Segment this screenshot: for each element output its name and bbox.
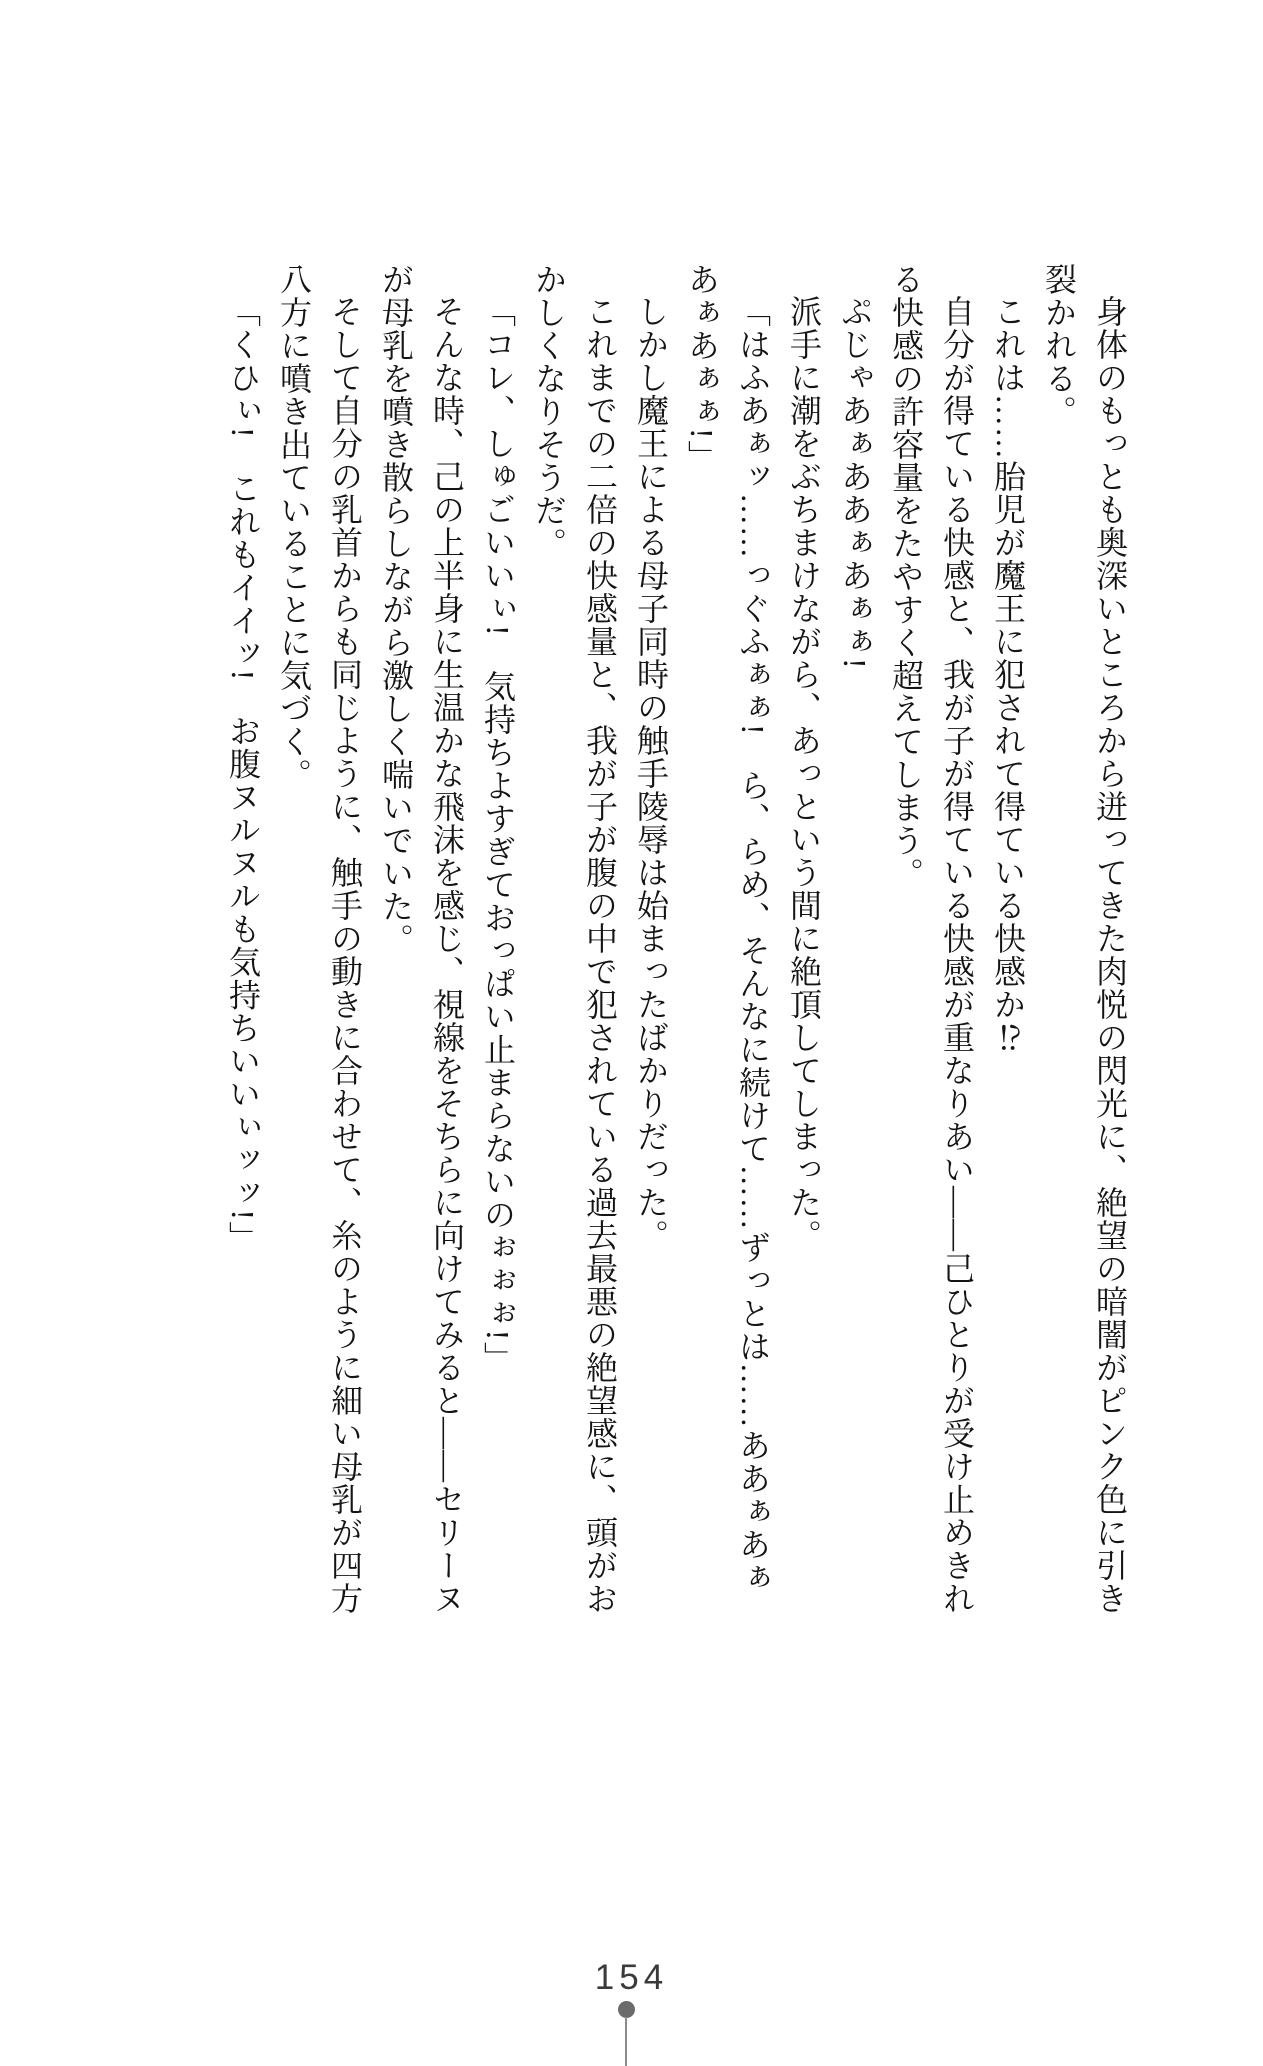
paragraph: 派手に潮をぶちまけながら、あっという間に絶頂してしまった。 bbox=[786, 295, 822, 1252]
body-text bbox=[217, 263, 1135, 1623]
page-number: 154 bbox=[594, 1958, 669, 1997]
paragraph: 自分が得ている快感と、我が子が得ている快感が重なりあい――己ひとりが受け止めきれる快感の許容量をたやすく超えてしまう。 bbox=[888, 263, 975, 1615]
paragraph: ぷじゃあぁああぁあぁぁ! bbox=[837, 295, 873, 670]
paragraph: しかし魔王による母子同時の触手陵辱は始まったばかりだった。 bbox=[633, 295, 669, 1252]
paragraph: 身体のもっとも奥深いところから迸ってきた肉悦の閃光に、絶望の暗闇がピンク色に引き裂かれる。 bbox=[1041, 263, 1128, 1615]
paragraph: そんな時、己の上半身に生温かな飛沫を感じ、視線をそちらに向けてみると――セリーヌが母乳を噴き散らしながら激しく喘いでいた。 bbox=[378, 263, 465, 1615]
paragraph: 「はふあぁッ……っぐふぁぁ! ら、らめ、そんなに続けて……ずっとは……ああぁあぁあぁあぁぁ!」 bbox=[684, 263, 771, 1594]
paragraph: これまでの二倍の快感量と、我が子が腹の中で犯されている過去最悪の絶望感に、頭がおかしくなりそうだ。 bbox=[531, 263, 618, 1615]
footer-ornament-dot bbox=[618, 2001, 635, 2018]
paragraph: そして自分の乳首からも同じように、触手の動きに合わせて、糸のように細い母乳が四方八方に噴き出ていることに気づく。 bbox=[276, 263, 363, 1615]
paragraph: 「くひぃ! これもイイッ! お腹ヌルヌルも気持ちいいぃッッ!」 bbox=[225, 295, 261, 1254]
page-footer bbox=[0, 1960, 1263, 2066]
paragraph: 「コレ、しゅごいいぃ! 気持ちよすぎておっぱい止まらないのぉぉぉ!」 bbox=[480, 295, 516, 1375]
footer-ornament-line bbox=[625, 2017, 627, 2066]
paragraph: これは……胎児が魔王に犯されて得ている快感か⁉ bbox=[990, 295, 1026, 1054]
